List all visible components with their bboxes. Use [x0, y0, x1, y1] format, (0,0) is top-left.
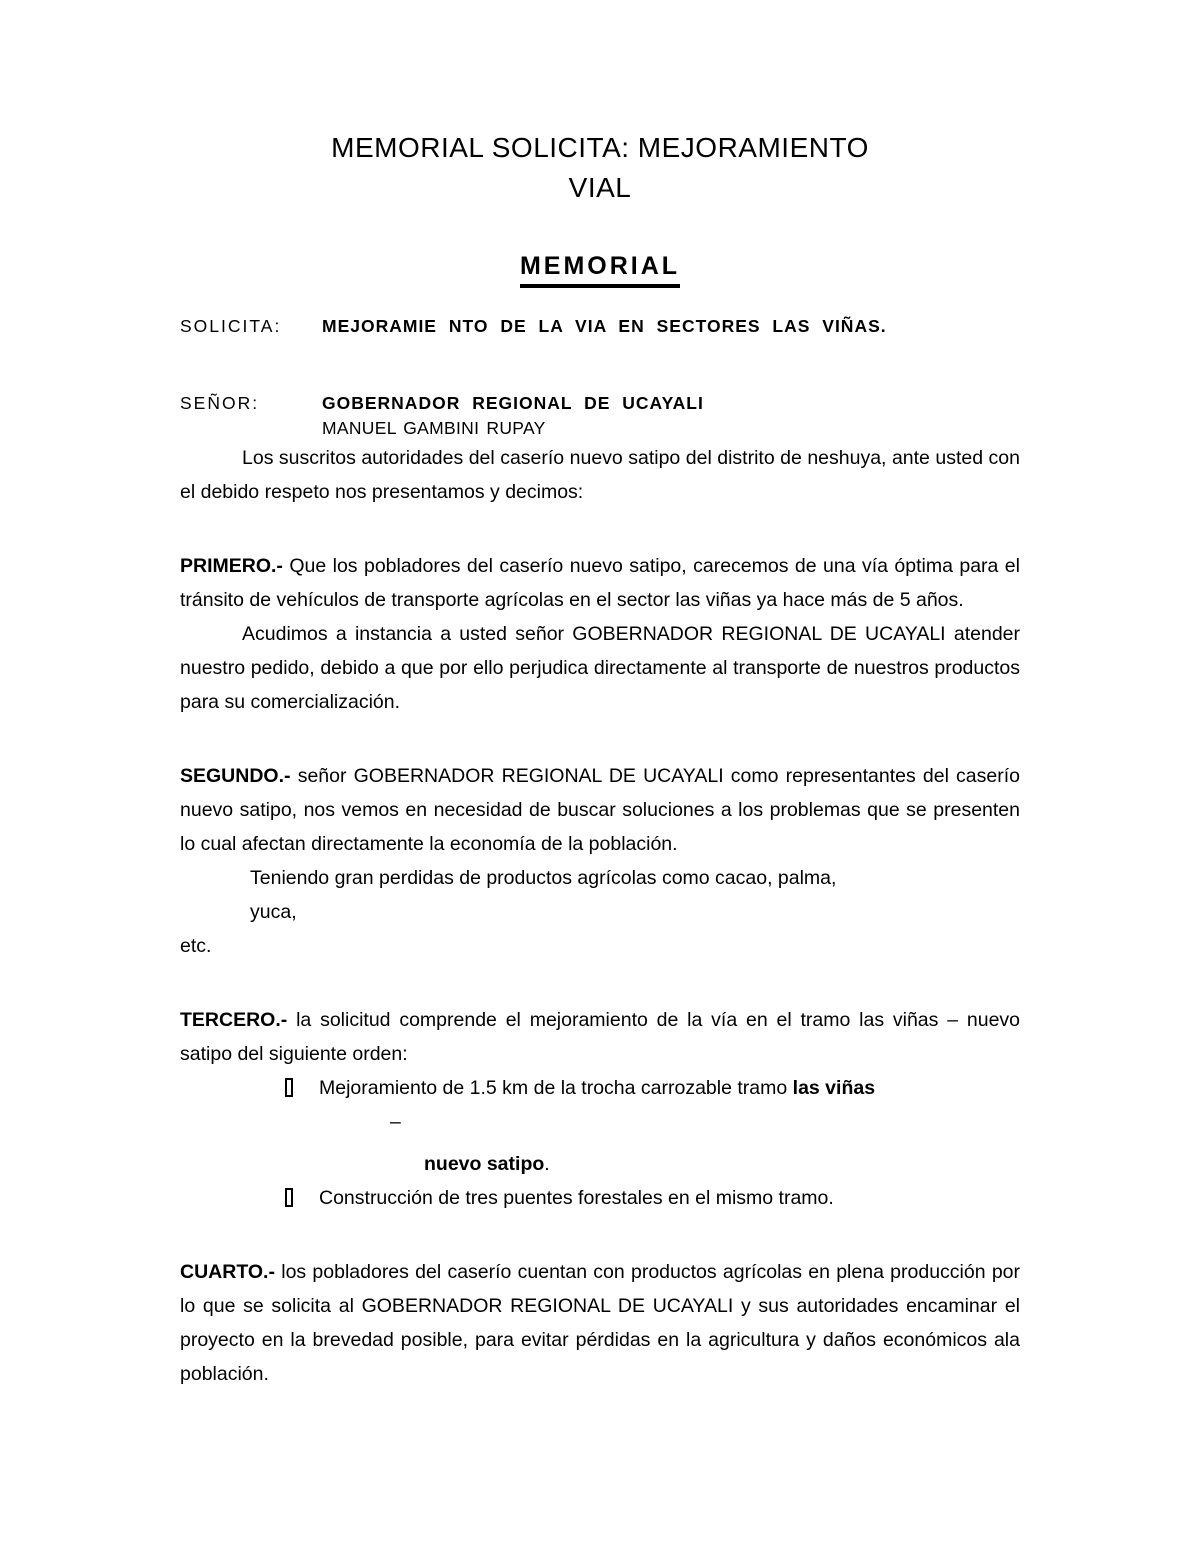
primero-body: Que los pobladores del caserío nuevo satipo, carecemos de una vía óptima para el tránsito de vehículos de transporte agrícolas en el sector las viñas ya hace más de 5 años. — [180, 555, 1020, 611]
segundo-flush-line: etc. — [180, 935, 212, 957]
primero-paragraph-2: Acudimos a instancia a usted señor GOBERNADOR REGIONAL DE UCAYALI atender nuestro pedido, debido a que por ello perjudica directamente al transporte de nuestros productos para su comercialización. — [180, 623, 1020, 713]
bullet1-bold-continuation: nuevo satipo — [424, 1153, 545, 1175]
bullet-box-icon — [285, 1188, 293, 1207]
section-tercero — [180, 1003, 1020, 1215]
segundo-heading: SEGUNDO.- — [180, 765, 291, 787]
cuarto-body: los pobladores del caserío cuentan con productos agrícolas en plena producción por lo que se solicita al GOBERNADOR REGIONAL DE UCAYALI y sus autoridades encaminar el proyecto en la brevedad posible, para evitar pérdidas en la agricultura y daños económicos ala población. — [180, 1261, 1020, 1385]
solicita-row — [180, 314, 1020, 339]
bullet2-text: Construcción de tres puentes forestales en el mismo tramo. — [319, 1187, 834, 1209]
tercero-body: la solicitud comprende el mejoramiento de la vía en el tramo las viñas – nuevo satipo del siguiente orden: — [180, 1009, 1021, 1065]
section-cuarto — [180, 1255, 1020, 1391]
bullet1-period: . — [544, 1153, 550, 1175]
bullet1-dash: – — [390, 1111, 401, 1133]
bullet1-continuation — [424, 1147, 1020, 1181]
senor-label: SEÑOR: — [180, 393, 260, 413]
bullet1-text: Mejoramiento de 1.5 km de la trocha carrozable tramo — [319, 1077, 788, 1099]
segundo-body: señor GOBERNADOR REGIONAL DE UCAYALI como representantes del caserío nuevo satipo, nos vemos en necesidad de buscar soluciones a los problemas que se presenten lo cual afectan directamente la economía de la población. — [180, 765, 1021, 855]
solicita-value: MEJORAMIE NTO DE LA VIA EN SECTORES LAS VIÑAS. — [322, 316, 887, 336]
primero-heading: PRIMERO.- — [180, 555, 283, 577]
bullet-box-icon — [285, 1078, 293, 1097]
bullet-item-1 — [285, 1071, 1020, 1105]
cuarto-heading: CUARTO.- — [180, 1261, 275, 1283]
memorial-heading-wrap — [180, 252, 1020, 288]
document-title: MEMORIAL SOLICITA: MEJORAMIENTO VIAL — [331, 132, 869, 203]
tercero-heading: TERCERO.- — [180, 1009, 288, 1031]
addressee-subname: MANUEL GAMBINI RUPAY — [322, 418, 546, 438]
tercero-bullet-list — [285, 1071, 1020, 1215]
segundo-hang-line-1: Teniendo gran perdidas de productos agrícolas como cacao, palma, — [250, 867, 837, 889]
section-segundo — [180, 759, 1020, 963]
senor-row — [180, 391, 1020, 441]
bullet1-bold-text: las viñas — [792, 1077, 876, 1099]
segundo-hang-line-2: yuca, — [250, 901, 297, 923]
solicita-label: SOLICITA: — [180, 316, 282, 336]
addressee-name: GOBERNADOR REGIONAL DE UCAYALI — [322, 393, 704, 413]
bullet-item-2 — [285, 1181, 1020, 1215]
intro-paragraph: Los suscritos autoridades del caserío nuevo satipo del distrito de neshuya, ante usted con el debido respeto nos presentamos y decimos: — [180, 447, 1020, 503]
section-primero — [180, 549, 1020, 719]
memorial-heading: MEMORIAL — [520, 252, 680, 288]
